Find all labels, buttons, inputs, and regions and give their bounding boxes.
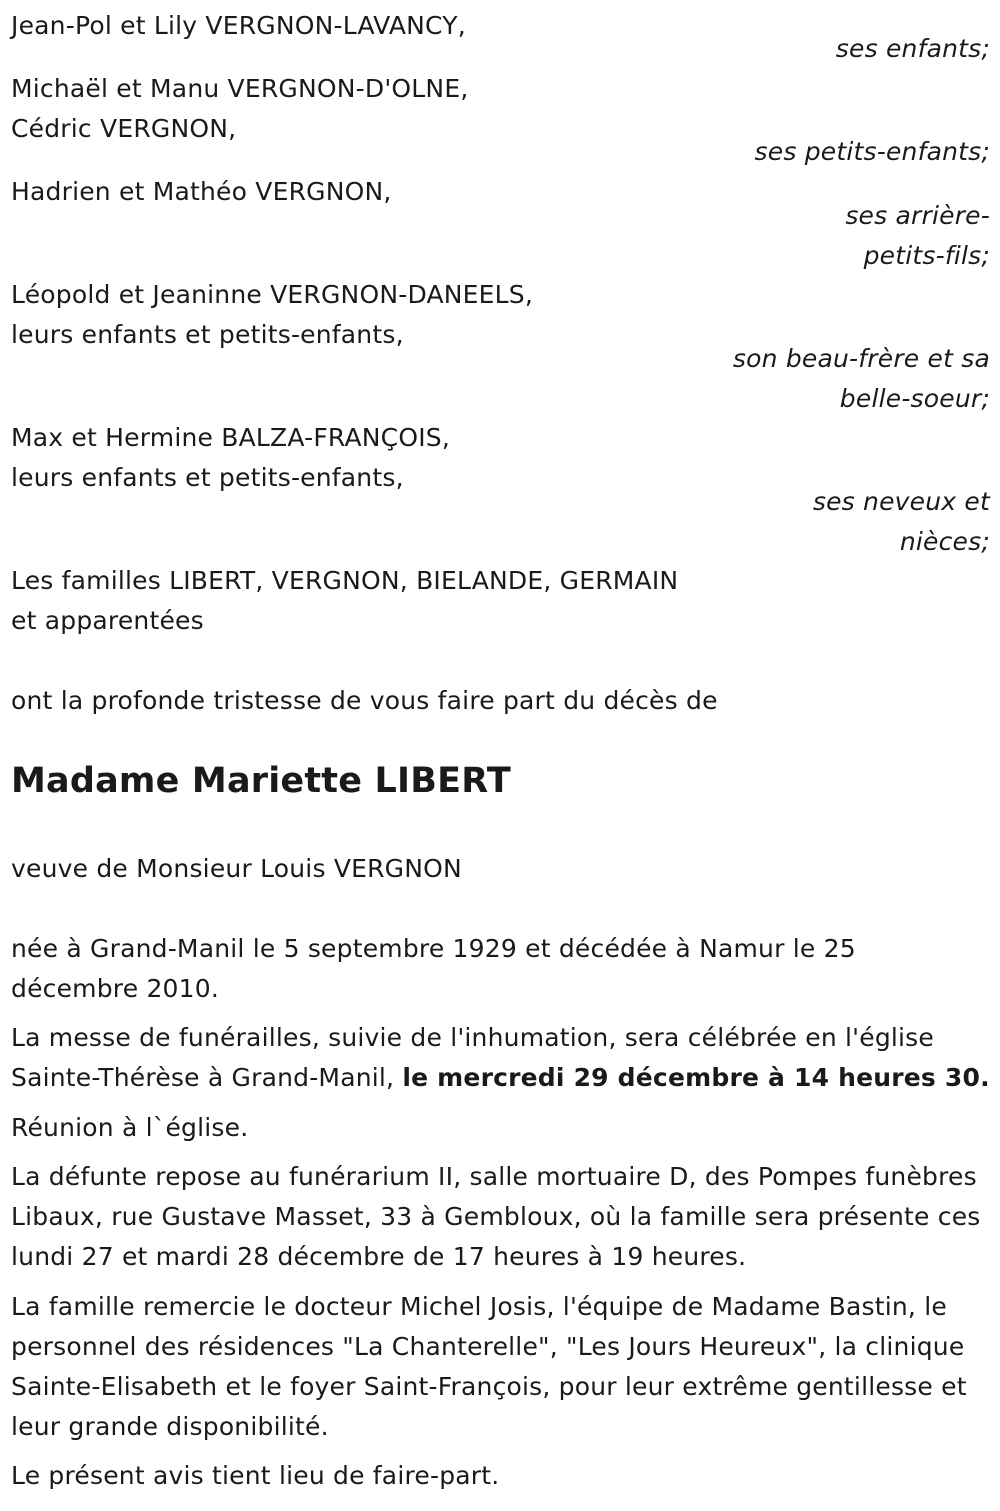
funeral-date: le mercredi 29 décembre à 14 heures 30. (402, 1063, 990, 1092)
birth-death-paragraph: née à Grand-Manil le 5 septembre 1929 et décédée à Namur le 25 décembre 2010. (11, 934, 856, 1003)
thanks-paragraph: La famille remercie le docteur Michel Josis, l'équipe de Madame Bastin, le personnel des résidences "La Chanterelle", "Les Jours Heureux", la clinique Sainte-Elisabeth et le foyer Saint-François, pour leur extrême gentillesse et leur grande disponibilité. (11, 1292, 967, 1441)
relation-label: ses enfants; (835, 34, 990, 63)
family-line: Hadrien et Mathéo VERGNON, (11, 177, 392, 206)
relation-label: petits-fils; (863, 241, 990, 270)
deceased-name: Madame Mariette LIBERT (11, 761, 511, 801)
family-line: Les familles LIBERT, VERGNON, BIELANDE, GERMAIN (11, 566, 679, 595)
closing-paragraph: Le présent avis tient lieu de faire-part. (11, 1461, 500, 1490)
relation-label: son beau-frère et sa (732, 344, 990, 373)
announcement-text: ont la profonde tristesse de vous faire part du décès de (11, 686, 718, 715)
relation-label: ses arrière- (845, 201, 990, 230)
repose-paragraph: La défunte repose au funérarium II, salle mortuaire D, des Pompes funèbres Libaux, rue Gustave Masset, 33 à Gembloux, où la famille sera présente ces lundi 27 et mardi 28 décembre de 17 heures à 19 heures. (11, 1162, 981, 1271)
relation-label: belle-soeur; (839, 384, 990, 413)
relation-label: nièces; (899, 527, 990, 556)
funeral-text: La messe de funérailles, suivie de l'inhumation, sera célébrée en l'église Sainte-Thérèse à Grand-Manil, (11, 1023, 934, 1092)
family-line: Cédric VERGNON, (11, 114, 237, 143)
family-line: Max et Hermine BALZA-FRANÇOIS, (11, 423, 450, 452)
relation-label: ses petits-enfants; (754, 137, 990, 166)
funeral-paragraph (11, 1018, 991, 1098)
meeting-paragraph: Réunion à l`église. (11, 1113, 249, 1142)
relation-label: ses neveux et (812, 487, 990, 516)
family-line: leurs enfants et petits-enfants, (11, 463, 404, 492)
family-line: et apparentées (11, 606, 204, 635)
family-line: leurs enfants et petits-enfants, (11, 320, 404, 349)
family-line: Léopold et Jeaninne VERGNON-DANEELS, (11, 280, 533, 309)
family-line: Jean-Pol et Lily VERGNON-LAVANCY, (11, 11, 466, 40)
widow-of-text: veuve de Monsieur Louis VERGNON (11, 854, 462, 883)
family-line: Michaël et Manu VERGNON-D'OLNE, (11, 74, 469, 103)
